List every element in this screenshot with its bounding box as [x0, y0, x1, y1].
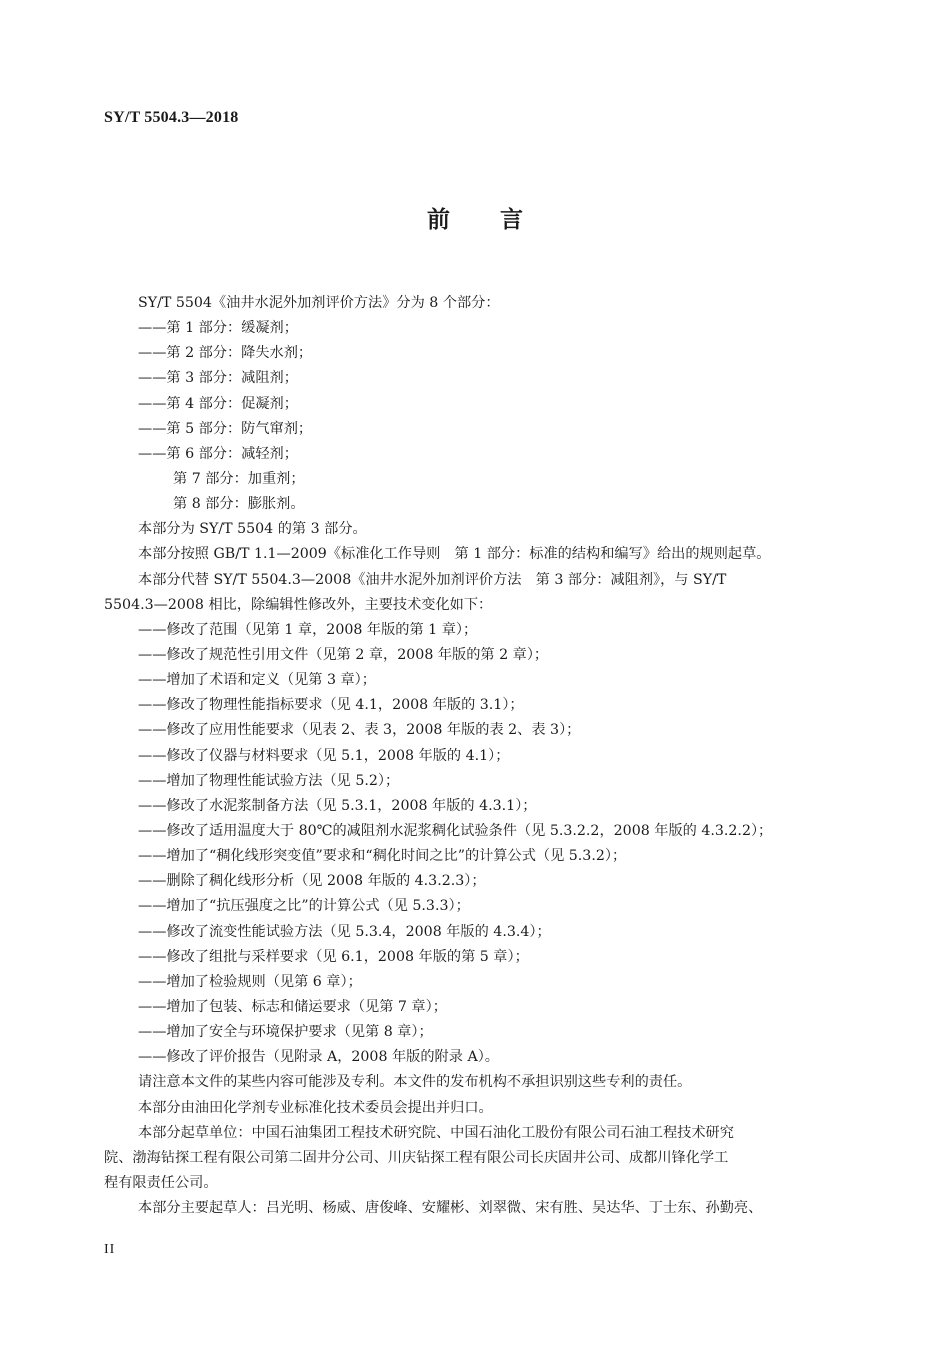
list-item: ——修改了范围（见第 1 章，2008 年版的第 1 章）；	[138, 621, 478, 638]
paragraph-line: 本部分代替 SY/T 5504.3—2008《油井水泥外加剂评价方法 第 3 部分：减阻剂》，与 SY/T	[138, 571, 727, 588]
paragraph-line: 第 7 部分：加重剂；	[173, 470, 305, 487]
list-item: ——修改了适用温度大于 80℃的减阻剂水泥浆稠化试验条件（见 5.3.2.2，2008 年版的 4.3.2.2）；	[138, 822, 773, 839]
list-item: ——修改了组批与采样要求（见 6.1，2008 年版的第 5 章）；	[138, 948, 529, 965]
paragraph-line: 本部分主要起草人：吕光明、杨威、唐俊峰、安耀彬、刘翠微、宋有胜、吴达华、丁士东、孙勤亮、	[138, 1200, 763, 1217]
paragraph-line: 程有限责任公司。	[104, 1174, 218, 1191]
list-item: ——增加了“抗压强度之比”的计算公式（见 5.3.3）；	[138, 898, 470, 915]
list-item: ——第 6 部分：减轻剂；	[138, 445, 298, 462]
page-number: II	[104, 1242, 116, 1257]
list-item: ——第 3 部分：减阻剂；	[138, 370, 298, 387]
list-item: ——修改了流变性能试验方法（见 5.3.4，2008 年版的 4.3.4）；	[138, 923, 551, 940]
list-item: ——增加了安全与环境保护要求（见第 8 章）；	[138, 1024, 433, 1041]
paragraph-line: 本部分按照 GB/T 1.1—2009《标准化工作导则 第 1 部分：标准的结构和编写》给出的规则起草。	[138, 546, 771, 563]
document-body	[104, 291, 854, 1221]
list-item: ——增加了物理性能试验方法（见 5.2）；	[138, 772, 400, 789]
list-item: ——修改了物理性能指标要求（见 4.1，2008 年版的 3.1）；	[138, 697, 524, 714]
list-item: ——修改了应用性能要求（见表 2、表 3，2008 年版的表 2、表 3）；	[138, 722, 581, 739]
list-item: ——删除了稠化线形分析（见 2008 年版的 4.3.2.3）；	[138, 873, 486, 890]
paragraph-line: 本部分由油田化学剂专业标准化技术委员会提出并归口。	[138, 1099, 493, 1116]
paragraph-line: 第 8 部分：膨胀剂。	[173, 496, 305, 513]
list-item: ——增加了检验规则（见第 6 章）；	[138, 973, 362, 990]
list-item: ——增加了“稠化线形突变值”要求和“稠化时间之比”的计算公式（见 5.3.2）；	[138, 848, 627, 865]
list-item: ——第 2 部分：降失水剂；	[138, 345, 313, 362]
paragraph-line: SY/T 5504《油井水泥外加剂评价方法》分为 8 个部分：	[138, 295, 500, 311]
paragraph-line: 5504.3—2008 相比，除编辑性修改外，主要技术变化如下：	[104, 596, 493, 613]
list-item: ——修改了仪器与材料要求（见 5.1，2008 年版的 4.1）；	[138, 747, 510, 764]
standard-code: SY/T 5504.3—2018	[104, 109, 239, 126]
paragraph-line: 本部分起草单位：中国石油集团工程技术研究院、中国石油化工股份有限公司石油工程技术研究	[138, 1124, 734, 1141]
page-title: 前言	[427, 207, 573, 233]
paragraph-line: 本部分为 SY/T 5504 的第 3 部分。	[138, 521, 367, 538]
list-item: ——第 1 部分：缓凝剂；	[138, 320, 298, 337]
list-item: ——增加了包装、标志和储运要求（见第 7 章）；	[138, 998, 447, 1015]
list-item: ——第 5 部分：防气窜剂；	[138, 420, 313, 437]
list-item: ——修改了规范性引用文件（见第 2 章，2008 年版的第 2 章）；	[138, 646, 549, 663]
paragraph-line: 请注意本文件的某些内容可能涉及专利。本文件的发布机构不承担识别这些专利的责任。	[138, 1074, 692, 1091]
list-item: ——修改了评价报告（见附录 A，2008 年版的附录 A）。	[138, 1049, 499, 1066]
paragraph-line: 院、渤海钻探工程有限公司第二固井分公司、川庆钻探工程有限公司长庆固井公司、成都川锋化学工	[104, 1149, 729, 1166]
list-item: ——修改了水泥浆制备方法（见 5.3.1，2008 年版的 4.3.1）；	[138, 797, 537, 814]
list-item: ——增加了术语和定义（见第 3 章）；	[138, 672, 376, 689]
list-item: ——第 4 部分：促凝剂；	[138, 395, 298, 412]
